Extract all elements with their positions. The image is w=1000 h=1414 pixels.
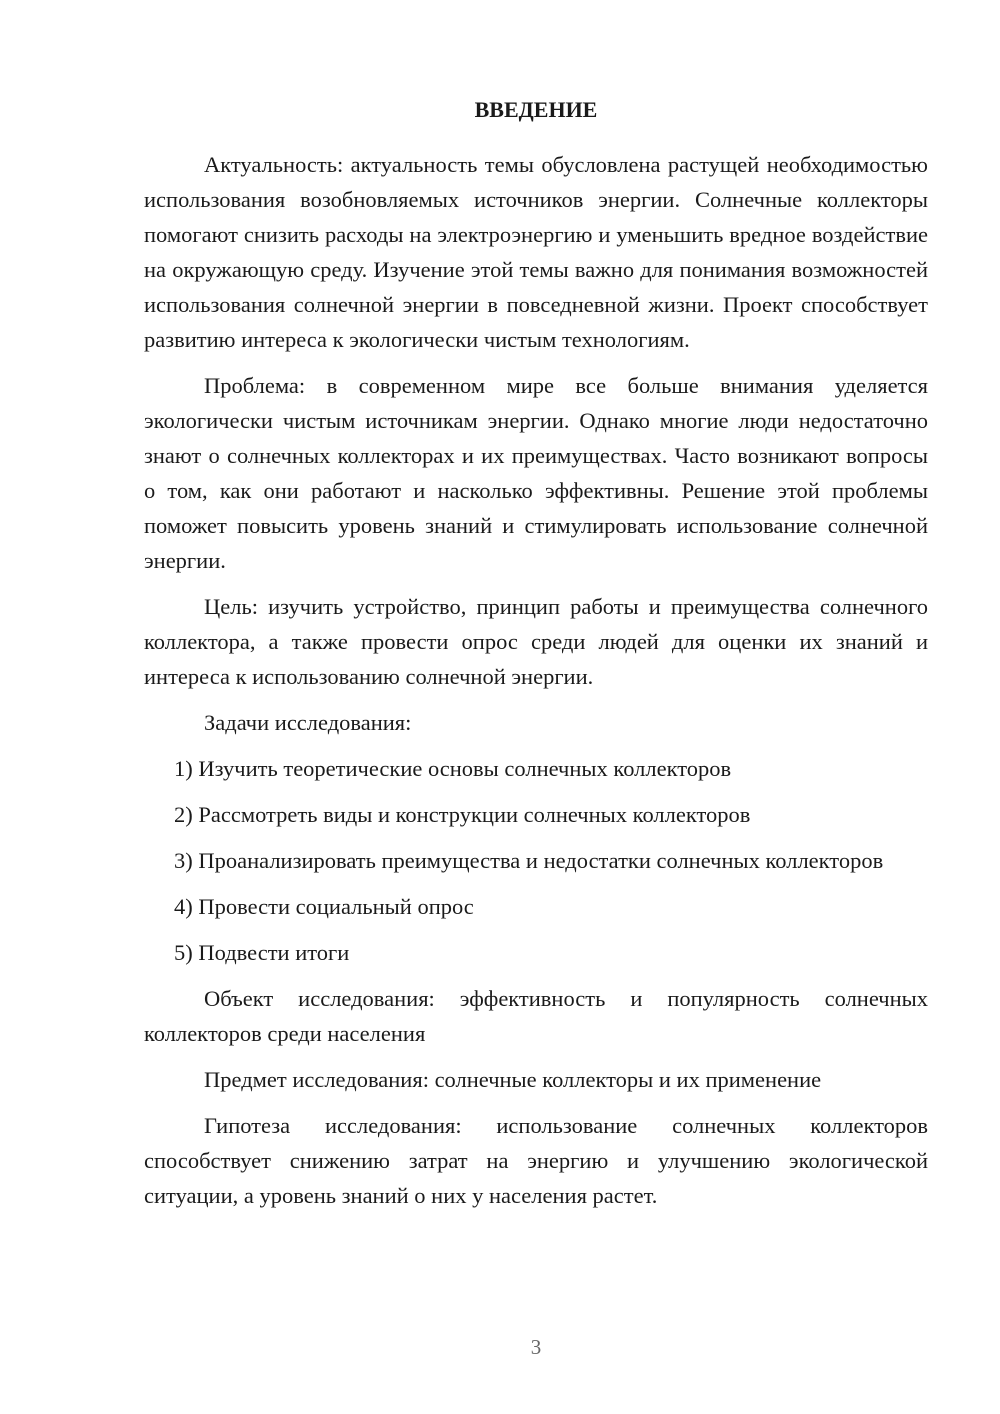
task-item: 5) Подвести итоги	[174, 940, 350, 965]
tasks-heading: Задачи исследования:	[204, 710, 412, 735]
paragraph-relevance: Актуальность: актуальность темы обусловлена растущей необходимостью использования возобновляемых источников энергии. Солнечные коллекторы помогают снизить расходы на электроэнергию и уменьшить вредное воздействие на окружающую среду. Изучение этой темы важно для понимания возможностей использования солнечной энергии в повседневной жизни. Проект способствует развитию интереса к экологически чистым технологиям.	[144, 152, 928, 352]
paragraph-hypothesis: Гипотеза исследования: использование солнечных коллекторов способствует снижению затрат на энергию и улучшению экологической ситуации, а уровень знаний о них у населения растет.	[144, 1113, 928, 1208]
task-item: 1) Изучить теоретические основы солнечных коллекторов	[174, 756, 732, 781]
paragraph-goal: Цель: изучить устройство, принцип работы и преимущества солнечного коллектора, а также провести опрос среди людей для оценки их знаний и интереса к использованию солнечной энергии.	[144, 594, 928, 689]
paragraph-problem: Проблема: в современном мире все больше внимания уделяется экологически чистым источникам энергии. Однако многие люди недостаточно знают о солнечных коллекторах и их преимуществах. Часто возникают вопросы о том, как они работают и насколько эффективны. Решение этой проблемы поможет повысить уровень знаний и стимулировать использование солнечной энергии.	[144, 373, 928, 573]
page-content	[144, 92, 928, 1224]
task-item: 4) Провести социальный опрос	[174, 894, 474, 919]
page-number: 3	[530, 1335, 542, 1359]
task-item: 3) Проанализировать преимущества и недостатки солнечных коллекторов	[174, 848, 884, 873]
page-title: ВВЕДЕНИЕ	[474, 97, 598, 122]
task-item: 2) Рассмотреть виды и конструкции солнечных коллекторов	[174, 802, 751, 827]
paragraph-object: Объект исследования: эффективность и популярность солнечных коллекторов среди населения	[144, 986, 928, 1046]
paragraph-subject: Предмет исследования: солнечные коллекторы и их применение	[204, 1067, 822, 1092]
